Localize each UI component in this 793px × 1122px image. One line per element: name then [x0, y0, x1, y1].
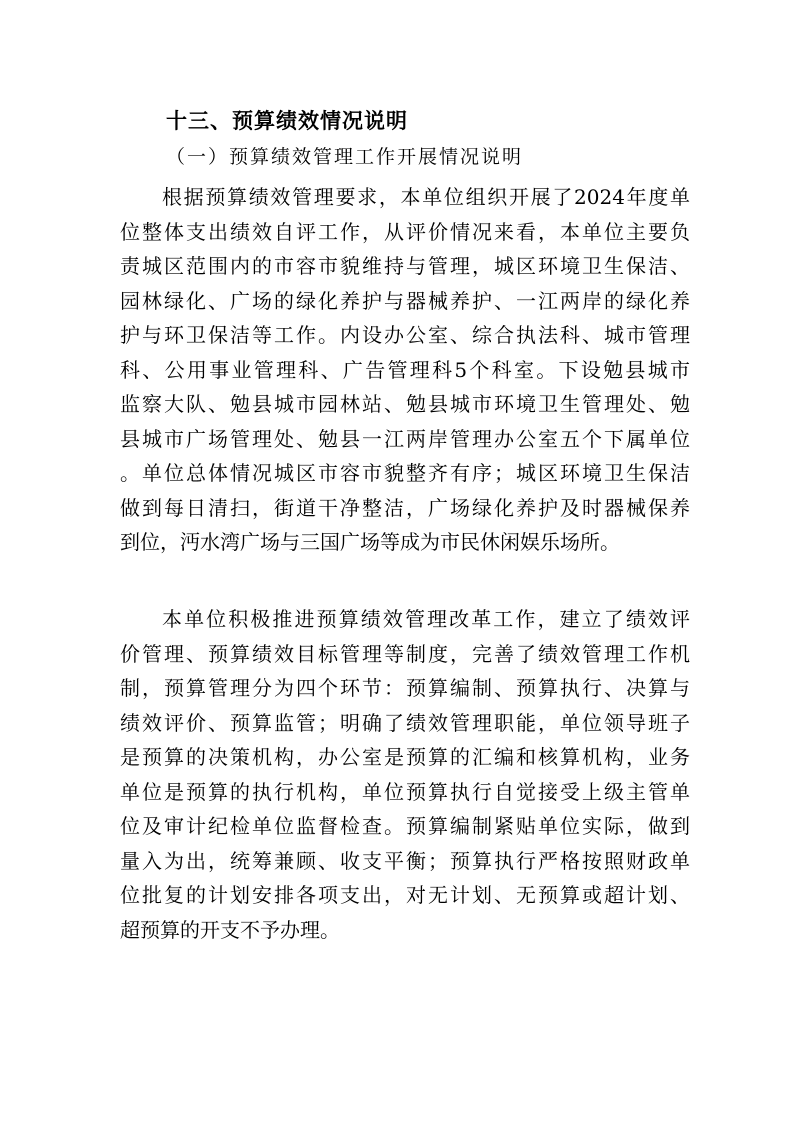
paragraph-line: 县城市广场管理处、勉县一江两岸管理办公室五个下属单位	[120, 426, 690, 451]
paragraph-line: 绩效评价、预算监管；明确了绩效管理职能，单位领导班子	[120, 710, 690, 735]
paragraph-line: 根据预算绩效管理要求，本单位组织开展了2024年度单	[162, 185, 690, 209]
paragraph-line: 是预算的决策机构，办公室是预算的汇编和核算机构，业务	[120, 745, 690, 769]
paragraph-line: 做到每日清扫，街道干净整洁，广场绿化养护及时器械保养	[120, 495, 690, 520]
paragraph-line: 护与环卫保洁等工作。内设办公室、综合执法科、城市管理	[120, 323, 690, 347]
subsection-heading: （一）预算绩效管理工作开展情况说明	[166, 146, 524, 168]
paragraph-line: 科、公用事业管理科、广告管理科5个科室。下设勉县城市	[120, 357, 690, 382]
paragraph-1	[120, 180, 690, 560]
paragraph-line: 。单位总体情况城区市容市貌整齐有序；城区环境卫生保洁	[120, 461, 690, 485]
section-heading: 十三、预算绩效情况说明	[166, 109, 408, 133]
paragraph-line: 到位，沔水湾广场与三国广场等成为市民休闲娱乐场所。	[120, 530, 620, 554]
paragraph-line: 监察大队、勉县城市园林站、勉县城市环境卫生管理处、勉	[120, 392, 690, 416]
paragraph-line: 园林绿化、广场的绿化养护与器械养护、一江两岸的绿化养	[120, 288, 690, 313]
paragraph-line: 单位是预算的执行机构，单位预算执行自觉接受上级主管单	[120, 779, 690, 804]
paragraph-line: 量入为出，统筹兼顾、收支平衡；预算执行严格按照财政单	[120, 848, 690, 873]
paragraph-line: 本单位积极推进预算绩效管理改革工作，建立了绩效评	[162, 607, 690, 631]
paragraph-line: 位及审计纪检单位监督检查。预算编制紧贴单位实际，做到	[120, 814, 690, 838]
paragraph-line: 超预算的开支不予办理。	[120, 917, 340, 942]
paragraph-line: 制，预算管理分为四个环节：预算编制、预算执行、决算与	[120, 676, 690, 700]
paragraph-2	[120, 602, 690, 947]
paragraph-line: 位整体支出绩效自评工作，从评价情况来看，本单位主要负	[120, 219, 690, 244]
paragraph-line: 位批复的计划安排各项支出，对无计划、无预算或超计划、	[120, 883, 690, 907]
paragraph-line: 价管理、预算绩效目标管理等制度，完善了绩效管理工作机	[120, 641, 690, 666]
paragraph-line: 责城区范围内的市容市貌维持与管理，城区环境卫生保洁、	[120, 254, 690, 278]
